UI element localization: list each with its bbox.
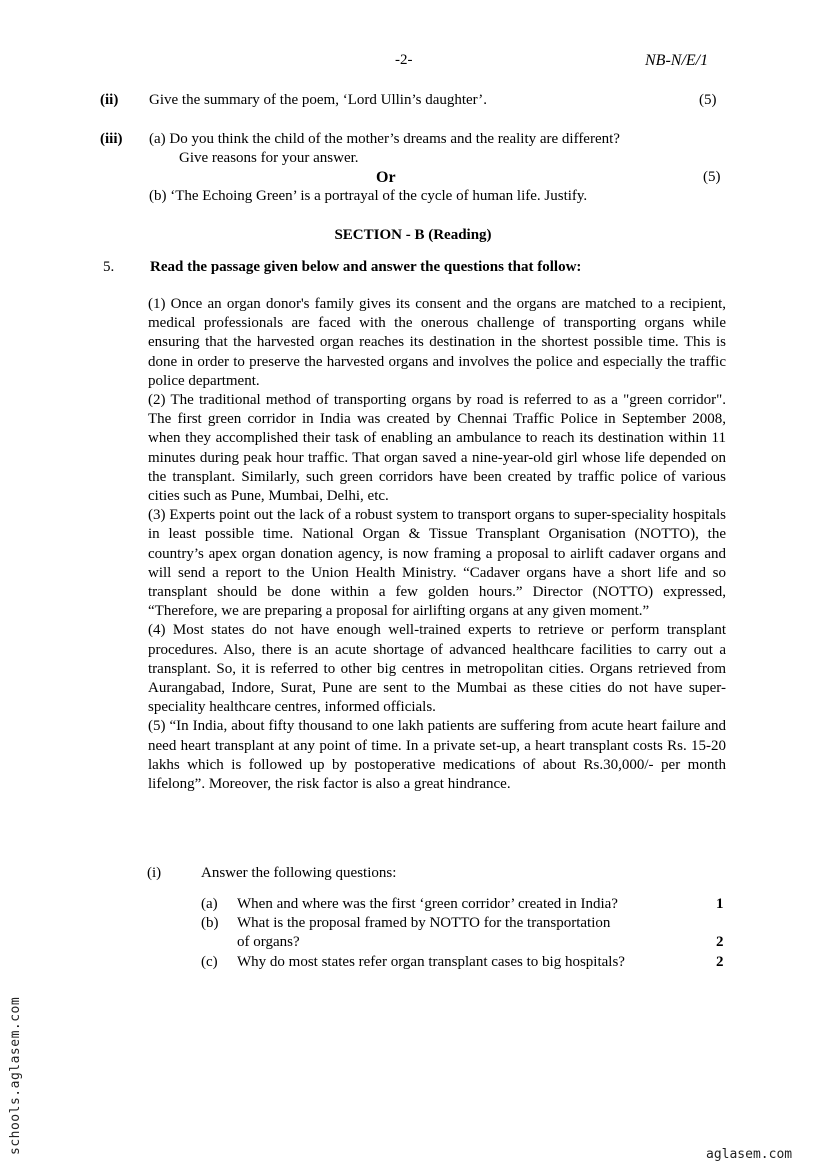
passage-paragraph-3: (3) Experts point out the lack of a robust system to transport organs to super-speciality hospitals in least possible time. National Organ & Tissue Transplant Organisation (NOTTO), the country’s apex organ donation agency, is now framing a proposal to airlift cadaver organs and will send a report to the Union Health Ministry. “Cadaver organs have a short life and so transplant should be done within a few golden hours.” Director (NOTTO) expressed, “Therefore, we are preparing a proposal for airlifting organs at any given moment.” [148,507,726,620]
reading-passage [148,295,726,794]
sub-question-a-label: (a) [201,896,218,912]
page-number: -2- [395,52,413,68]
question-iii-b: (b) ‘The Echoing Green’ is a portrayal of the cycle of human life. Justify. [149,188,588,204]
question-iii-a-line2: Give reasons for your answer. [179,150,359,166]
sub-question-c-label: (c) [201,954,218,970]
passage-paragraph-1: (1) Once an organ donor's family gives its consent and the organs are matched to a recipient, medical professionals are faced with the onerous challenge of transporting organs while ensuring that the harvested organ reaches its destination in the shortest possible time. This is done in order to preserve the harvested organs and involves the police and especially the traffic police department. [148,296,726,389]
passage-paragraph-2: (2) The traditional method of transporting organs by road is referred to as a "green corridor". The first green corridor in India was created by Chennai Traffic Police in September 2008, when they accomplished their task of enabling an ambulance to reach its destination within 11 minutes during peak hour traffic. That organ saved a nine-year-old girl whose life depended on the transplant. Similarly, such green corridors have been created by traffic police of various cities such as Pune, Mumbai, Delhi, etc. [148,392,726,505]
part-i-text: Answer the following questions: [201,865,397,881]
question-ii-label: (ii) [100,92,119,108]
question-ii-marks: (5) [699,92,717,108]
passage-paragraph-4: (4) Most states do not have enough well-trained experts to retrieve or perform transplant procedures. Also, there is an acute shortage of advanced healthcare facilities to carry out a transplant. So, it is referred to other big centres in metropolitan cities. Organs retrieved from Aurangabad, Indore, Surat, Pune are sent to the Mumbai as these cities do not have super-speciality healthcare centres, informed officials. [148,622,726,716]
section-b-title: SECTION - B (Reading) [334,227,492,243]
sub-question-c-text: Why do most states refer organ transplant cases to big hospitals? [237,954,625,970]
question-ii-text: Give the summary of the poem, ‘Lord Ullin’s daughter’. [149,92,487,108]
sub-question-a-marks: 1 [716,896,724,912]
or-label: Or [376,169,396,186]
sub-question-b-text: What is the proposal framed by NOTTO for the transportation [237,915,611,931]
question-iii-a-line1: (a) Do you think the child of the mother’s dreams and the reality are different? [149,131,620,147]
sub-question-b-label: (b) [201,915,219,931]
side-watermark: schools.aglasem.com [8,996,23,1155]
bottom-watermark: aglasem.com [706,1147,793,1162]
question-5-number: 5. [103,259,115,275]
question-iii-marks: (5) [703,169,721,185]
paper-code: NB-N/E/1 [645,52,709,69]
part-i-label: (i) [147,865,162,881]
question-iii-label: (iii) [100,131,123,147]
passage-paragraph-5: (5) “In India, about fifty thousand to one lakh patients are suffering from acute heart failure and need heart transplant at any point of time. In a private set-up, a heart transplant costs Rs. 15-20 lakhs which is followed up by postoperative medications of about Rs.30,000/- per month lifelong”. Moreover, the risk factor is also a great hindrance. [148,718,726,793]
sub-question-b-marks: 2 [716,934,724,950]
question-5-instruction: Read the passage given below and answer the questions that follow: [150,259,582,275]
sub-question-a-text: When and where was the first ‘green corridor’ created in India? [237,896,618,912]
sub-question-b-text-line2: of organs? [237,934,300,950]
sub-question-c-marks: 2 [716,954,724,970]
